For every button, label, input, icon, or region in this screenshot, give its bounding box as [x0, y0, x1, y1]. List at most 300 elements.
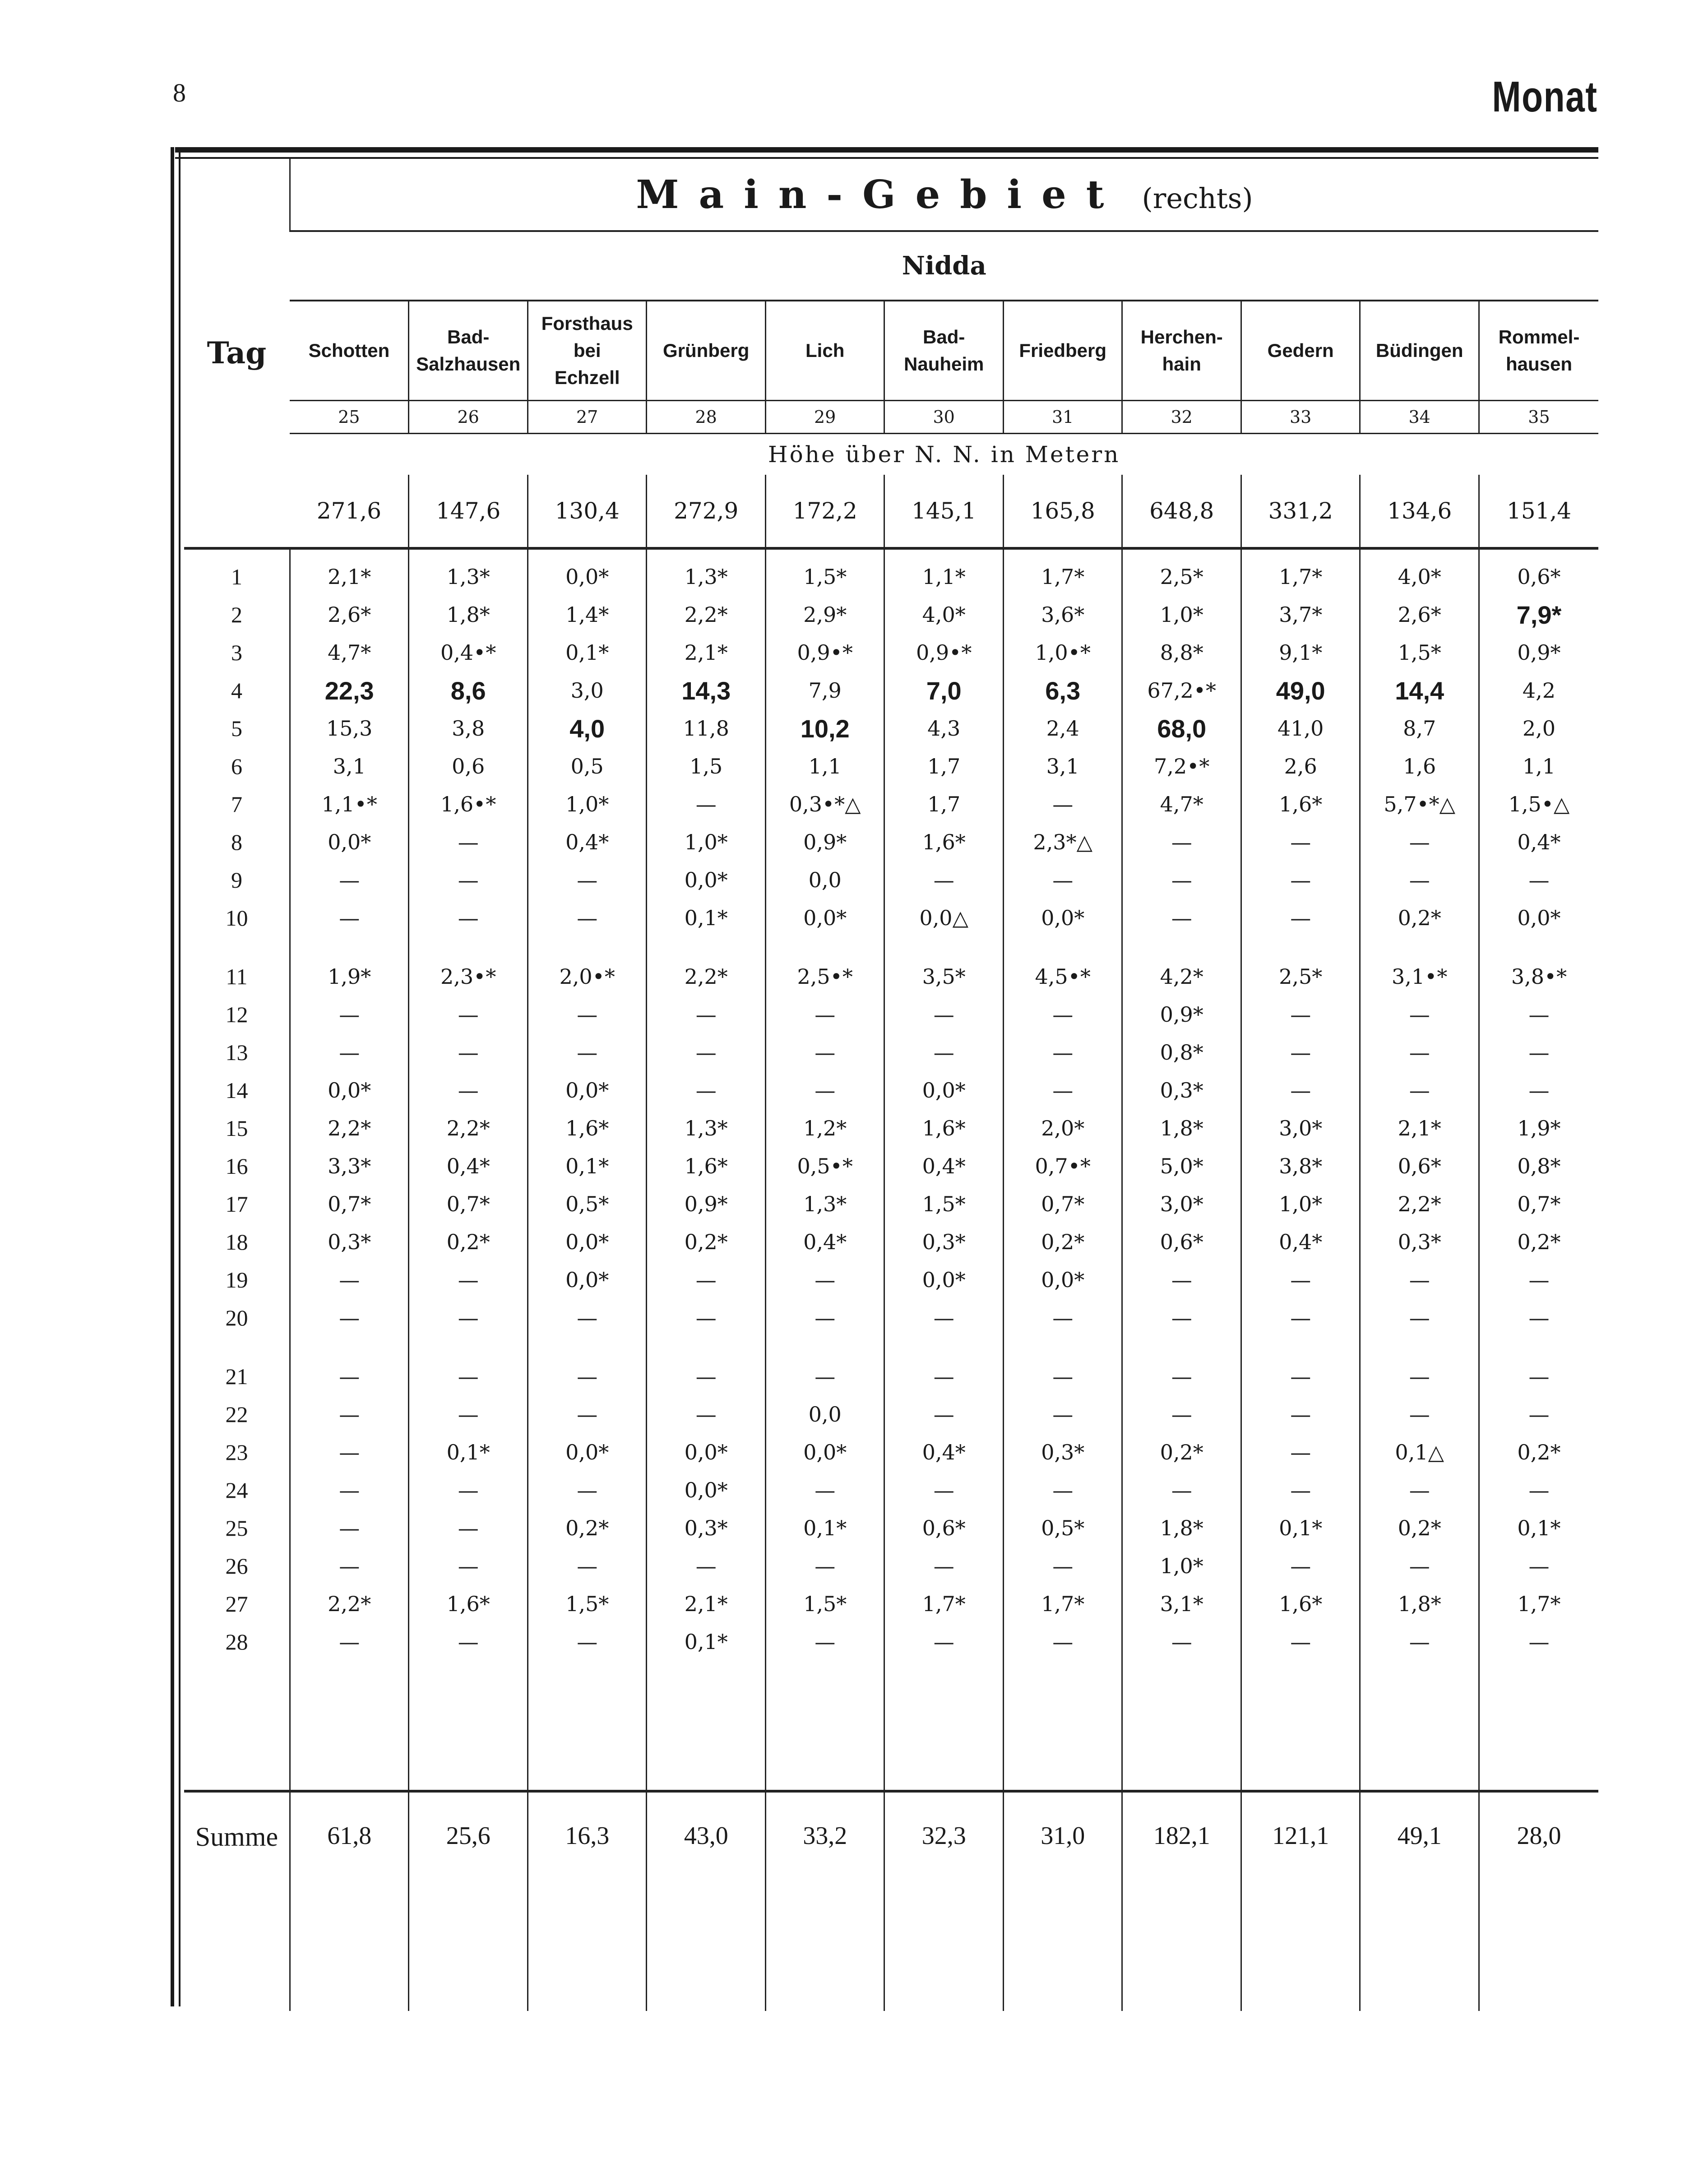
- value-cell: [1241, 1471, 1360, 1509]
- value-cell: [409, 958, 528, 996]
- value-cell: [1122, 1357, 1241, 1395]
- precip-value: 1,0*: [1160, 1554, 1203, 1578]
- day-number: 3: [231, 640, 242, 665]
- precip-value: 5,7•*△: [1384, 792, 1456, 816]
- precip-value: —: [339, 1554, 360, 1578]
- value-cell: [765, 899, 884, 937]
- day-number: 7: [231, 792, 242, 817]
- gap-cell: [1479, 937, 1598, 958]
- value-cell: [1241, 558, 1360, 596]
- value-cell: [1479, 861, 1598, 899]
- empty-cell: [1241, 1661, 1360, 1791]
- gap-cell: [1360, 937, 1479, 958]
- value-cell: [290, 861, 409, 899]
- precip-value: —: [458, 1306, 479, 1330]
- precip-value: 1,7: [927, 792, 961, 816]
- value-cell: [765, 1547, 884, 1585]
- precip-value: 0,9*: [1517, 640, 1561, 665]
- station-number: 25: [290, 401, 409, 434]
- value-cell: [765, 1223, 884, 1261]
- gap-cell: [1479, 1337, 1598, 1357]
- value-cell: [1241, 747, 1360, 785]
- value-cell: [1360, 672, 1479, 709]
- value-cell: [1122, 1585, 1241, 1623]
- station-name-line: Schotten: [308, 340, 390, 361]
- value-cell: [1360, 1471, 1479, 1509]
- value-cell: [528, 558, 647, 596]
- value-cell: [290, 823, 409, 861]
- value-cell: [409, 709, 528, 747]
- precip-value: 0,0*: [328, 1078, 371, 1103]
- value-cell: [528, 1185, 647, 1223]
- precip-value: 2,0: [1522, 716, 1556, 741]
- precip-value: —: [1528, 1002, 1550, 1027]
- precip-value: 2,4: [1046, 716, 1079, 741]
- gap-cell: [765, 1337, 884, 1357]
- precip-value: 2,5•*: [797, 964, 853, 989]
- value-cell: [1241, 1261, 1360, 1299]
- precip-value: 2,0•*: [559, 964, 615, 989]
- precip-value: 3,8•*: [1511, 964, 1567, 989]
- value-cell: [884, 747, 1004, 785]
- precip-value: —: [1052, 1002, 1074, 1027]
- day-number: 20: [225, 1305, 248, 1330]
- gap-cell: [647, 937, 766, 958]
- precip-value: —: [1290, 1078, 1311, 1103]
- day-number: 4: [231, 678, 242, 703]
- spacer-cell: [1003, 548, 1122, 558]
- precip-value: —: [458, 906, 479, 930]
- precip-value: —: [458, 1478, 479, 1502]
- precip-value: —: [695, 1078, 717, 1103]
- precip-value: —: [1528, 1554, 1550, 1578]
- precip-value: —: [458, 1268, 479, 1292]
- value-cell: [528, 899, 647, 937]
- precip-value: 1,6: [1403, 754, 1436, 778]
- value-cell: [884, 1033, 1004, 1071]
- precip-value: —: [339, 1306, 360, 1330]
- gap-cell: [1241, 937, 1360, 958]
- precip-value: 2,3*△: [1033, 830, 1092, 854]
- precip-value: 0,1*: [803, 1516, 847, 1540]
- precip-value: 14,4: [1395, 676, 1444, 705]
- value-cell: [1241, 823, 1360, 861]
- value-cell: [765, 634, 884, 672]
- precip-value: 1,7: [927, 754, 961, 778]
- value-cell: [290, 558, 409, 596]
- value-cell: [884, 1185, 1004, 1223]
- value-cell: [1122, 996, 1241, 1033]
- value-cell: [1122, 823, 1241, 861]
- precip-value: 1,5*: [1398, 640, 1441, 665]
- precip-value: 0,0: [808, 1402, 842, 1427]
- precip-value: —: [458, 1516, 479, 1540]
- value-cell: [409, 1033, 528, 1071]
- value-cell: [647, 996, 766, 1033]
- precip-value: —: [1290, 868, 1311, 892]
- day-number: 14: [225, 1078, 248, 1103]
- gap-cell: [1003, 937, 1122, 958]
- sum-value: 182,1: [1122, 1791, 1241, 2011]
- precip-value: 8,7: [1403, 716, 1436, 741]
- value-cell: [290, 1299, 409, 1337]
- precip-value: —: [458, 1630, 479, 1654]
- value-cell: [528, 1585, 647, 1623]
- precip-value: —: [577, 1478, 598, 1502]
- value-cell: [1479, 1033, 1598, 1071]
- precip-value: —: [1409, 830, 1430, 854]
- station-number: 29: [765, 401, 884, 434]
- precip-value: 1,5: [690, 754, 723, 778]
- spacer-cell: [184, 548, 290, 558]
- value-cell: [1360, 823, 1479, 861]
- value-cell: [409, 1585, 528, 1623]
- value-cell: [1241, 1033, 1360, 1071]
- value-cell: [1241, 958, 1360, 996]
- value-cell: [290, 1509, 409, 1547]
- precip-value: 0,2*: [565, 1516, 609, 1540]
- value-cell: [1360, 1299, 1479, 1337]
- value-cell: [1003, 899, 1122, 937]
- precip-value: 1,6*: [922, 830, 966, 854]
- value-cell: [409, 1223, 528, 1261]
- precip-value: 0,0*: [565, 1230, 609, 1254]
- day-number: 25: [225, 1515, 248, 1541]
- value-cell: [528, 709, 647, 747]
- precip-value: 0,0*: [1517, 906, 1561, 930]
- value-cell: [1360, 899, 1479, 937]
- precip-value: 3,1•*: [1392, 964, 1448, 989]
- sum-value: 61,8: [290, 1791, 409, 2011]
- value-cell: [884, 861, 1004, 899]
- sum-value: 43,0: [647, 1791, 766, 2011]
- value-cell: [290, 1623, 409, 1661]
- value-cell: [409, 596, 528, 634]
- value-cell: [1360, 747, 1479, 785]
- value-cell: [1003, 958, 1122, 996]
- precipitation-table: [184, 159, 1598, 2011]
- precip-value: 9,1*: [1279, 640, 1323, 665]
- precip-value: —: [458, 1402, 479, 1427]
- precip-value: 3,7*: [1279, 602, 1323, 627]
- value-cell: [647, 1033, 766, 1071]
- precip-value: —: [458, 1364, 479, 1389]
- precip-value: —: [458, 830, 479, 854]
- value-cell: [884, 1357, 1004, 1395]
- station-name: [1360, 301, 1479, 401]
- precip-value: 2,2*: [328, 1116, 371, 1140]
- precip-value: 2,2*: [684, 602, 728, 627]
- spacer-cell: [290, 548, 409, 558]
- table-row: [184, 596, 1598, 634]
- value-cell: [765, 558, 884, 596]
- precip-value: 8,8*: [1160, 640, 1203, 665]
- table-row: [184, 1223, 1598, 1261]
- value-cell: [1360, 709, 1479, 747]
- station-name-line: Bad-: [447, 326, 490, 347]
- value-cell: [1122, 672, 1241, 709]
- precip-value: 4,0*: [1398, 565, 1441, 589]
- value-cell: [290, 1395, 409, 1433]
- precip-value: —: [1171, 1402, 1192, 1427]
- value-cell: [1003, 558, 1122, 596]
- table-row: [184, 1033, 1598, 1071]
- precip-value: 0,0*: [1041, 1268, 1085, 1292]
- value-cell: [765, 1033, 884, 1071]
- gap-cell: [528, 1337, 647, 1357]
- precip-value: 1,6*: [1279, 1592, 1323, 1616]
- value-cell: [409, 672, 528, 709]
- value-cell: [1360, 1109, 1479, 1147]
- value-cell: [1003, 1185, 1122, 1223]
- precip-value: 0,6*: [1517, 565, 1561, 589]
- value-cell: [1003, 596, 1122, 634]
- spacer-cell: [765, 548, 884, 558]
- value-cell: [1241, 596, 1360, 634]
- empty-rows: [184, 1661, 1598, 1791]
- value-cell: [1241, 996, 1360, 1033]
- precip-value: 3,1: [1046, 754, 1079, 778]
- value-cell: [409, 1109, 528, 1147]
- value-cell: [528, 596, 647, 634]
- value-cell: [1122, 1299, 1241, 1337]
- table-row: [184, 899, 1598, 937]
- value-cell: [1241, 1147, 1360, 1185]
- day-number: 22: [225, 1402, 248, 1427]
- value-cell: [884, 1299, 1004, 1337]
- precip-value: 1,7*: [1041, 565, 1085, 589]
- station-number: 28: [647, 401, 766, 434]
- station-name-line: Nauheim: [904, 353, 984, 375]
- value-cell: [1479, 672, 1598, 709]
- precip-value: 0,8*: [1517, 1154, 1561, 1178]
- value-cell: [1360, 785, 1479, 823]
- precip-value: 2,6: [1284, 754, 1317, 778]
- value-cell: [290, 1433, 409, 1471]
- precip-value: 1,2*: [803, 1116, 847, 1140]
- empty-cell: [765, 1661, 884, 1791]
- gap-cell: [409, 937, 528, 958]
- value-cell: [647, 1261, 766, 1299]
- precip-value: 49,0: [1276, 676, 1325, 705]
- decade-gap: [184, 1337, 1598, 1357]
- value-cell: [409, 1147, 528, 1185]
- value-cell: [765, 861, 884, 899]
- station-height: 648,8: [1122, 475, 1241, 548]
- value-cell: [290, 1147, 409, 1185]
- value-cell: [1479, 1547, 1598, 1585]
- value-cell: [528, 1223, 647, 1261]
- value-cell: [1479, 1395, 1598, 1433]
- precip-value: 2,5*: [1279, 964, 1323, 989]
- value-cell: [409, 1547, 528, 1585]
- precip-value: 0,1*: [565, 640, 609, 665]
- value-cell: [1122, 634, 1241, 672]
- empty-cell: [290, 1661, 409, 1791]
- precip-value: 4,7*: [328, 640, 371, 665]
- precip-value: —: [339, 1402, 360, 1427]
- value-cell: [1360, 958, 1479, 996]
- precip-value: 0,6: [452, 754, 485, 778]
- precip-value: 41,0: [1277, 716, 1324, 741]
- value-cell: [647, 747, 766, 785]
- precip-value: 1,0*: [1160, 602, 1203, 627]
- precip-value: —: [1171, 1364, 1192, 1389]
- station-height: 331,2: [1241, 475, 1360, 548]
- precip-value: 22,3: [324, 676, 374, 705]
- precip-value: 1,8*: [1160, 1516, 1203, 1540]
- precip-value: 0,0*: [328, 830, 371, 854]
- precip-value: —: [933, 868, 954, 892]
- value-cell: [409, 996, 528, 1033]
- value-cell: [1122, 558, 1241, 596]
- precip-value: —: [1409, 1554, 1430, 1578]
- precip-value: —: [1528, 1630, 1550, 1654]
- precip-value: —: [1409, 1268, 1430, 1292]
- precip-value: —: [1171, 906, 1192, 930]
- precip-value: 2,3•*: [440, 964, 496, 989]
- left-rule: [171, 147, 174, 2006]
- precip-value: 7,2•*: [1154, 754, 1210, 778]
- empty-cell: [409, 1661, 528, 1791]
- precip-value: 0,3*: [922, 1230, 966, 1254]
- precip-value: —: [1528, 1364, 1550, 1389]
- precip-value: 0,7•*: [1035, 1154, 1091, 1178]
- precip-value: 6,3: [1045, 676, 1081, 705]
- value-cell: [1360, 1357, 1479, 1395]
- tag-header: Tag: [184, 159, 290, 548]
- value-cell: [290, 1471, 409, 1509]
- precip-value: —: [933, 1040, 954, 1065]
- value-cell: [765, 958, 884, 996]
- value-cell: [884, 1433, 1004, 1471]
- table-row: [184, 672, 1598, 709]
- value-cell: [765, 1509, 884, 1547]
- precip-value: —: [815, 1364, 836, 1389]
- gap-cell: [884, 937, 1004, 958]
- precip-value: —: [1409, 1478, 1430, 1502]
- precip-value: 0,3*: [1041, 1440, 1085, 1464]
- value-cell: [528, 1509, 647, 1547]
- precip-value: 0,5*: [1041, 1516, 1085, 1540]
- value-cell: [1122, 899, 1241, 937]
- value-cell: [290, 1585, 409, 1623]
- value-cell: [528, 634, 647, 672]
- station-name: [1479, 301, 1598, 401]
- value-cell: [765, 1109, 884, 1147]
- precip-value: 1,5*: [803, 1592, 847, 1616]
- value-cell: [528, 1547, 647, 1585]
- precip-value: 0,4•*: [440, 640, 496, 665]
- precip-value: 0,2*: [1398, 906, 1441, 930]
- precip-value: 0,2*: [1041, 1230, 1085, 1254]
- precip-value: 2,2*: [684, 964, 728, 989]
- value-cell: [765, 1433, 884, 1471]
- precip-value: —: [577, 1364, 598, 1389]
- station-name-line: bei: [573, 340, 601, 361]
- station-name: [1122, 301, 1241, 401]
- precip-value: —: [1290, 1402, 1311, 1427]
- station-height: 272,9: [647, 475, 766, 548]
- decade-gap: [184, 937, 1598, 958]
- precip-value: —: [933, 1630, 954, 1654]
- value-cell: [290, 996, 409, 1033]
- value-cell: [1241, 861, 1360, 899]
- precip-value: 4,2: [1522, 678, 1556, 703]
- precip-value: —: [339, 1440, 360, 1464]
- precip-value: 0,0*: [684, 1440, 728, 1464]
- value-cell: [290, 596, 409, 634]
- precip-value: 2,0*: [1041, 1116, 1085, 1140]
- day-number: 9: [231, 867, 242, 893]
- table-row: [184, 1433, 1598, 1471]
- precip-value: 3,8*: [1279, 1154, 1323, 1178]
- precip-value: 0,3*: [1398, 1230, 1441, 1254]
- value-cell: [1360, 558, 1479, 596]
- value-cell: [1241, 1433, 1360, 1471]
- precip-value: —: [1052, 1402, 1074, 1427]
- value-cell: [1479, 558, 1598, 596]
- precip-value: 0,0*: [565, 1268, 609, 1292]
- precip-value: 1,3*: [684, 565, 728, 589]
- precip-value: —: [1409, 1364, 1430, 1389]
- precip-value: —: [933, 1554, 954, 1578]
- empty-cell: [1003, 1661, 1122, 1791]
- precip-value: 0,9•*: [797, 640, 853, 665]
- precip-value: 2,1*: [1398, 1116, 1441, 1140]
- precip-value: 1,7*: [1517, 1592, 1561, 1616]
- table-row: [184, 1509, 1598, 1547]
- value-cell: [1122, 785, 1241, 823]
- station-height: 172,2: [765, 475, 884, 548]
- precip-value: —: [1528, 1078, 1550, 1103]
- day-number: 8: [231, 829, 242, 855]
- value-cell: [884, 1109, 1004, 1147]
- value-cell: [1003, 785, 1122, 823]
- station-name: [290, 301, 409, 401]
- value-cell: [647, 1509, 766, 1547]
- table-row: [184, 1395, 1598, 1433]
- day-number: 10: [225, 905, 248, 931]
- value-cell: [1479, 634, 1598, 672]
- value-cell: [409, 1261, 528, 1299]
- value-cell: [290, 1109, 409, 1147]
- value-cell: [1122, 1147, 1241, 1185]
- day-number: 18: [225, 1229, 248, 1255]
- value-cell: [1479, 1071, 1598, 1109]
- precip-value: 0,9*: [684, 1192, 728, 1216]
- precip-value: 0,4*: [803, 1230, 847, 1254]
- precip-value: 0,0*: [922, 1268, 966, 1292]
- value-cell: [290, 1261, 409, 1299]
- precip-value: 1,9*: [328, 964, 371, 989]
- value-cell: [647, 958, 766, 996]
- value-cell: [1241, 1185, 1360, 1223]
- precip-value: 0,2*: [446, 1230, 490, 1254]
- precip-value: 8,6: [450, 676, 486, 705]
- precip-value: 0,0*: [684, 1478, 728, 1502]
- precip-value: —: [1290, 1440, 1311, 1464]
- precip-value: 0,0*: [803, 906, 847, 930]
- value-cell: [765, 747, 884, 785]
- precip-value: 3,0*: [1279, 1116, 1323, 1140]
- region-title-text: Main-Gebiet: [636, 171, 1124, 218]
- value-cell: [1003, 634, 1122, 672]
- station-name: [1241, 301, 1360, 401]
- value-cell: [528, 1395, 647, 1433]
- value-cell: [1360, 1433, 1479, 1471]
- precip-value: —: [1290, 1478, 1311, 1502]
